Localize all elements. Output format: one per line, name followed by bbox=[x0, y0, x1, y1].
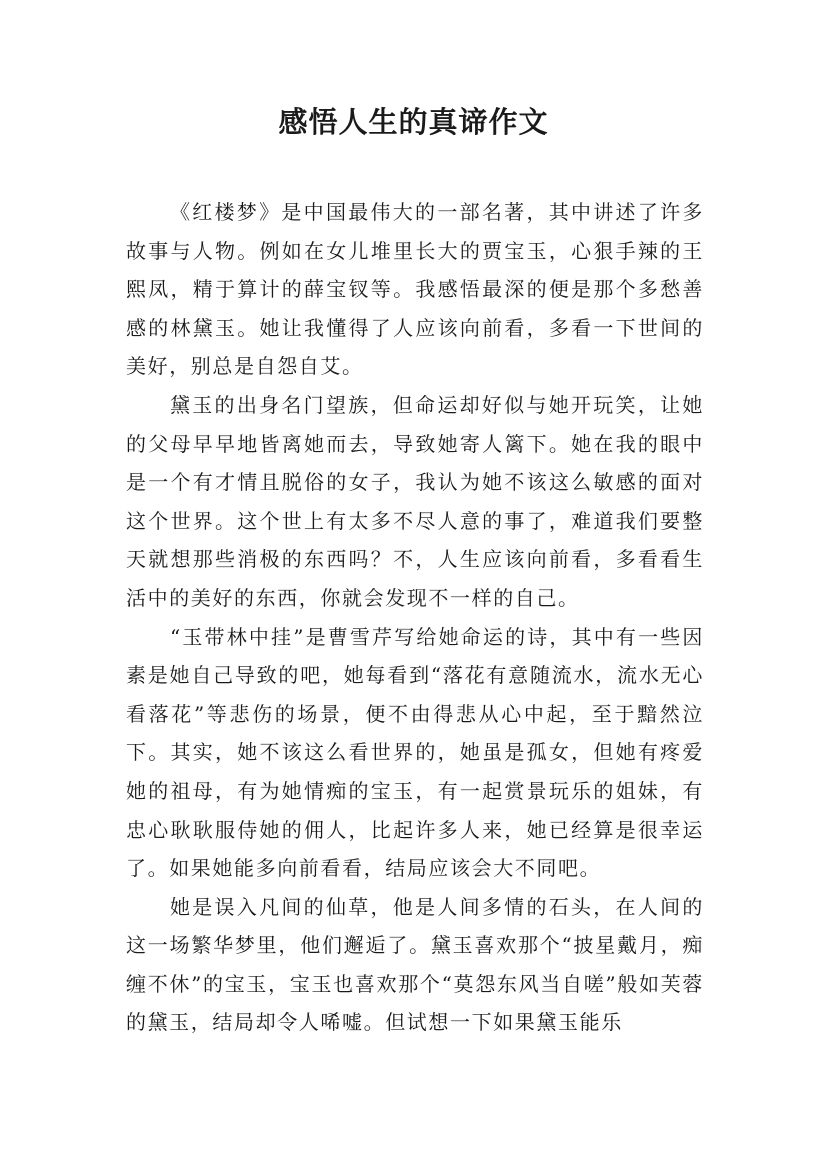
paragraph-3: “玉带林中挂”是曹雪芹写给她命运的诗，其中有一些因素是她自己导致的吧，她每看到“落花有意随流水，流水无心看落花”等悲伤的场景，便不由得悲从心中起，至于黯然泣下。其实，她不该这么看世界的，她虽是孤女，但她有疼爱她的祖母，有为她情痴的宝玉，有一起赏景玩乐的姐妹，有忠心耿耿服侍她的佣人，比起许多人来，她已经算是很幸运了。如果她能多向前看看，结局应该会大不同吧。 bbox=[126, 624, 704, 881]
document-title: 感悟人生的真谛作文 bbox=[278, 105, 549, 139]
document-body bbox=[126, 193, 704, 1042]
paragraph-2: 黛玉的出身名门望族，但命运却好似与她开玩笑，让她的父母早早地皆离她而去，导致她寄人篱下。她在我的眼中是一个有才情且脱俗的女子，我认为她不该这么敏感的面对这个世界。这个世上有太多不尽人意的事了，难道我们要整天就想那些消极的东西吗？不，人生应该向前看，多看看生活中的美好的东西，你就会发现不一样的自己。 bbox=[126, 392, 704, 610]
paragraph-4: 她是误入凡间的仙草，他是人间多情的石头，在人间的这一场繁华梦里，他们邂逅了。黛玉喜欢那个“披星戴月，痴缠不休”的宝玉，宝玉也喜欢那个“莫怨东风当自嗟”般如芙蓉的黛玉，结局却令人唏嘘。但试想一下如果黛玉能乐 bbox=[126, 894, 704, 1035]
paragraph-1: 《红楼梦》是中国最伟大的一部名著，其中讲述了许多故事与人物。例如在女儿堆里长大的贾宝玉，心狠手辣的王熙凤，精于算计的薛宝钗等。我感悟最深的便是那个多愁善感的林黛玉。她让我懂得了人应该向前看，多看一下世间的美好，别总是自怨自艾。 bbox=[126, 200, 704, 379]
